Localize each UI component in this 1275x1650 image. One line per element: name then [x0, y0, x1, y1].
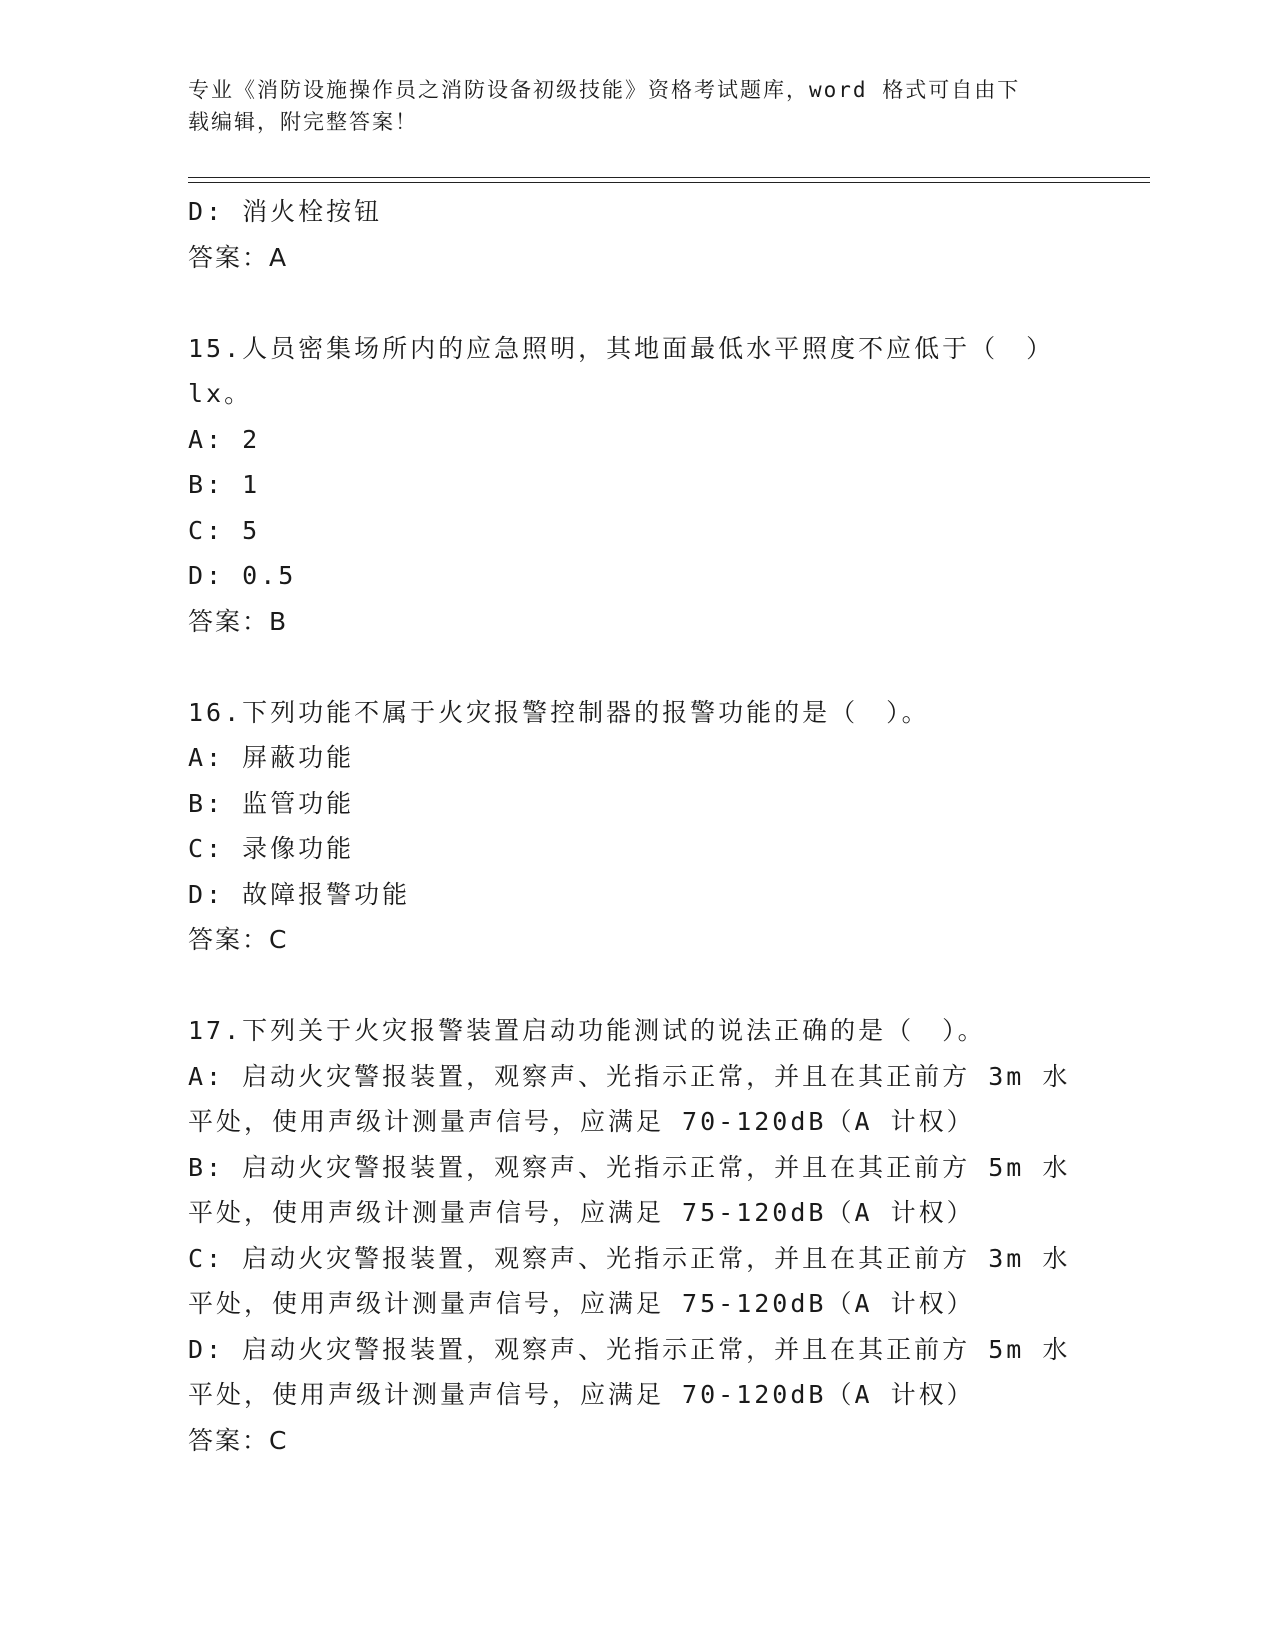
option-d-line-1: D: 启动火灾警报装置，观察声、光指示正常，并且在其正前方 5m 水 — [188, 1334, 1071, 1364]
spacer — [188, 280, 1068, 326]
header-divider-top — [188, 177, 1150, 178]
answer: 答案：A — [188, 242, 289, 272]
question-stem-continued: lx。 — [188, 379, 253, 408]
answer: 答案：C — [188, 925, 289, 954]
answer: 答案：C — [188, 1425, 289, 1455]
spacer — [188, 644, 1068, 690]
option-a-line-2: 平处，使用声级计测量声信号，应满足 70-120dB（A 计权） — [188, 1107, 975, 1136]
question-15 — [188, 326, 1068, 645]
answer: 答案：B — [188, 606, 289, 636]
option-b-line-2: 平处，使用声级计测量声信号，应满足 75-120dB（A 计权） — [188, 1198, 975, 1227]
option-c: C: 录像功能 — [188, 834, 355, 863]
option-a: A: 屏蔽功能 — [188, 743, 355, 772]
question-16 — [188, 690, 1068, 963]
option-b-line-1: B: 启动火灾警报装置，观察声、光指示正常，并且在其正前方 5m 水 — [188, 1152, 1071, 1182]
option-c-line-2: 平处，使用声级计测量声信号，应满足 75-120dB（A 计权） — [188, 1289, 975, 1318]
question-stem: 16.下列功能不属于火灾报警控制器的报警功能的是（ ）。 — [188, 697, 930, 727]
question-stem: 15.人员密集场所内的应急照明，其地面最低水平照度不应低于（ ） — [188, 333, 1055, 363]
document-body — [188, 189, 1071, 1463]
question-stem: 17.下列关于火灾报警装置启动功能测试的说法正确的是（ ）。 — [188, 1016, 986, 1045]
option-c: C: 5 — [188, 515, 261, 545]
option-d: D: 故障报警功能 — [188, 879, 411, 909]
option-b: B: 监管功能 — [188, 788, 355, 818]
option-a-line-1: A: 启动火灾警报装置，观察声、光指示正常，并且在其正前方 3m 水 — [188, 1061, 1071, 1091]
option-a: A: 2 — [188, 424, 261, 454]
spacer — [188, 963, 1068, 1009]
option-c-line-1: C: 启动火灾警报装置，观察声、光指示正常，并且在其正前方 3m 水 — [188, 1243, 1071, 1273]
question-17 — [188, 1008, 1071, 1463]
option-b: B: 1 — [188, 470, 261, 499]
document-header — [188, 74, 1068, 138]
option-d: D: 消火栓按钮 — [188, 197, 383, 226]
header-line-2: 载编辑，附完整答案！ — [188, 110, 418, 134]
question-14-tail — [188, 189, 1068, 280]
header-line-1: 专业《消防设施操作员之消防设备初级技能》资格考试题库，word 格式可自由下 — [188, 78, 1021, 102]
option-d: D: 0.5 — [188, 561, 297, 590]
option-d-line-2: 平处，使用声级计测量声信号，应满足 70-120dB（A 计权） — [188, 1380, 975, 1409]
header-divider-bottom — [188, 182, 1150, 183]
